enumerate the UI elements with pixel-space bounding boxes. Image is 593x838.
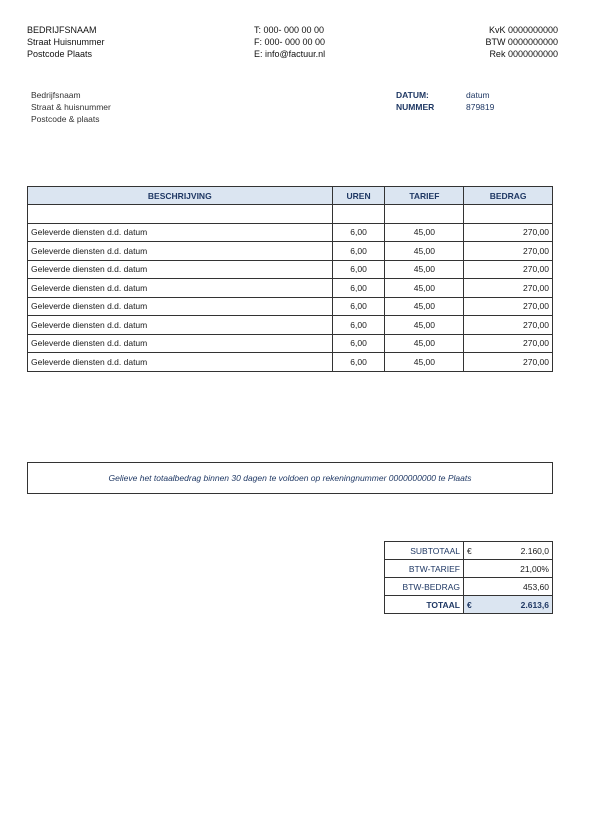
row-description: Geleverde diensten d.d. datum (28, 223, 333, 242)
header-rate: TARIEF (385, 187, 464, 205)
row-description: Geleverde diensten d.d. datum (28, 353, 333, 372)
row-hours: 6,00 (332, 279, 385, 298)
row-amount: 270,00 (464, 316, 553, 335)
sender-email: E: info@factuur.nl (254, 49, 326, 59)
row-description: Geleverde diensten d.d. datum (28, 242, 333, 261)
row-rate: 45,00 (385, 260, 464, 279)
btw-rate-label: BTW-TARIEF (385, 560, 464, 578)
empty-cell (332, 205, 385, 224)
row-amount: 270,00 (464, 242, 553, 261)
row-description: Geleverde diensten d.d. datum (28, 297, 333, 316)
sender-fax: F: 000- 000 00 00 (254, 37, 326, 47)
euro-sign: € (467, 599, 472, 610)
row-rate: 45,00 (385, 334, 464, 353)
row-description: Geleverde diensten d.d. datum (28, 260, 333, 279)
subtotal-row (385, 542, 553, 560)
table-row (28, 297, 553, 316)
row-amount: 270,00 (464, 297, 553, 316)
items-header-row (28, 187, 553, 205)
total-row (385, 596, 553, 614)
table-row (28, 242, 553, 261)
total-value-cell (464, 596, 553, 614)
row-amount: 270,00 (464, 223, 553, 242)
btw-rate-row (385, 560, 553, 578)
header-hours: UREN (332, 187, 385, 205)
table-row (28, 334, 553, 353)
sender-contact (254, 24, 325, 60)
subtotal-value: 2.160,0 (520, 545, 549, 556)
sender-btw: BTW 0000000000 (485, 37, 558, 47)
row-hours: 6,00 (332, 316, 385, 335)
row-hours: 6,00 (332, 260, 385, 279)
row-amount: 270,00 (464, 279, 553, 298)
table-row (28, 260, 553, 279)
subtotal-label: SUBTOTAAL (385, 542, 464, 560)
items-table (27, 186, 553, 372)
total-value: 2.613,6 (520, 599, 549, 610)
sender-name: BEDRIJFSNAAM (27, 25, 97, 35)
row-amount: 270,00 (464, 334, 553, 353)
sender-phone: T: 000- 000 00 00 (254, 25, 325, 35)
row-amount: 270,00 (464, 353, 553, 372)
btw-amount-label: BTW-BEDRAG (385, 578, 464, 596)
euro-sign: € (467, 545, 472, 556)
row-rate: 45,00 (385, 223, 464, 242)
client-address (31, 89, 111, 125)
client-street: Straat & huisnummer (31, 102, 111, 112)
table-row (28, 316, 553, 335)
row-hours: 6,00 (332, 297, 385, 316)
sender-rek: Rek 0000000000 (489, 49, 558, 59)
sender-street: Straat Huisnummer (27, 37, 105, 47)
total-label: TOTAAL (385, 596, 464, 614)
btw-amount-row (385, 578, 553, 596)
empty-cell (464, 205, 553, 224)
sender-registration (485, 24, 558, 60)
number-row (396, 101, 494, 113)
row-description: Geleverde diensten d.d. datum (28, 316, 333, 335)
totals-table (384, 541, 553, 614)
invoice-meta (396, 89, 494, 113)
empty-row (28, 205, 553, 224)
empty-cell (28, 205, 333, 224)
header-amount: BEDRAG (464, 187, 553, 205)
row-description: Geleverde diensten d.d. datum (28, 334, 333, 353)
row-rate: 45,00 (385, 297, 464, 316)
sender-city: Postcode Plaats (27, 49, 93, 59)
client-name: Bedrijfsnaam (31, 90, 81, 100)
btw-amount-value: 453,60 (464, 578, 553, 596)
row-rate: 45,00 (385, 242, 464, 261)
number-label: NUMMER (396, 102, 435, 112)
row-hours: 6,00 (332, 223, 385, 242)
table-row (28, 223, 553, 242)
row-hours: 6,00 (332, 334, 385, 353)
row-rate: 45,00 (385, 316, 464, 335)
empty-cell (385, 205, 464, 224)
table-row (28, 279, 553, 298)
subtotal-value-cell (464, 542, 553, 560)
date-row (396, 89, 494, 101)
header-description: BESCHRIJVING (28, 187, 333, 205)
date-label: DATUM: (396, 90, 429, 100)
row-hours: 6,00 (332, 242, 385, 261)
date-value: datum (466, 90, 490, 100)
table-row (28, 353, 553, 372)
payment-note: Gelieve het totaalbedrag binnen 30 dagen te voldoen op rekeningnummer 0000000000 te Plaats (27, 462, 553, 494)
number-value: 879819 (466, 102, 495, 112)
row-description: Geleverde diensten d.d. datum (28, 279, 333, 298)
btw-rate-value: 21,00% (464, 560, 553, 578)
sender-address (27, 24, 105, 60)
row-rate: 45,00 (385, 353, 464, 372)
sender-kvk: KvK 0000000000 (488, 25, 558, 35)
client-city: Postcode & plaats (31, 114, 100, 124)
row-amount: 270,00 (464, 260, 553, 279)
row-rate: 45,00 (385, 279, 464, 298)
row-hours: 6,00 (332, 353, 385, 372)
